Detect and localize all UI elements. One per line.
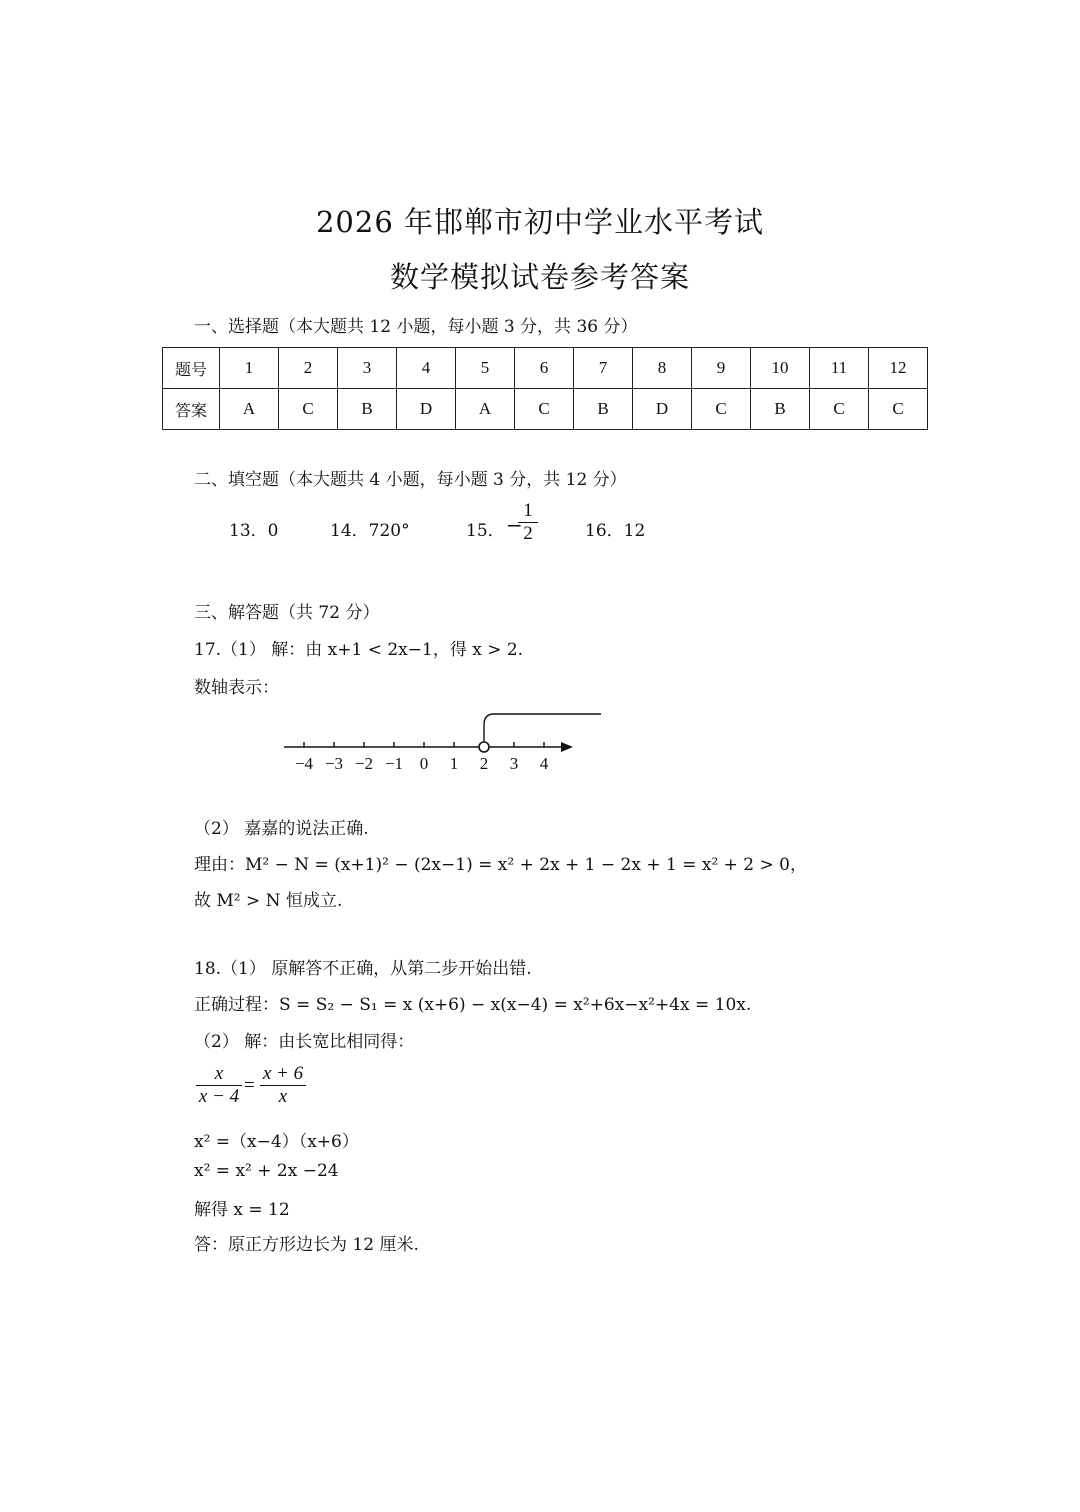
table-cell: B	[338, 389, 397, 430]
answer-15-sign: −	[506, 513, 523, 537]
number-line-tick-label: −4	[294, 754, 314, 773]
table-cell: C	[692, 389, 751, 430]
table-cell: 1	[220, 348, 279, 389]
section3-heading: 三、解答题（共 72 分）	[194, 603, 380, 623]
number-line-tick-label: −1	[384, 754, 404, 773]
number-line-tick-label: −3	[324, 754, 344, 773]
answer-16: 16．12	[585, 521, 646, 541]
page-title: 2026 年邯郸市初中学业水平考试	[315, 205, 765, 239]
page-subtitle: 数学模拟试卷参考答案	[389, 260, 690, 294]
table-cell: 2	[279, 348, 338, 389]
number-line-tick-label: −2	[354, 754, 374, 773]
fraction-denominator: x	[260, 1085, 306, 1108]
row-header-answer: 答案	[163, 389, 220, 430]
fraction-numerator: 1	[523, 500, 533, 521]
table-cell: B	[574, 389, 633, 430]
number-line-tick-label: 3	[509, 754, 519, 773]
number-line-arrow	[561, 742, 573, 752]
table-cell: 11	[810, 348, 869, 389]
number-line	[280, 705, 610, 775]
fraction-numerator: x	[214, 1063, 224, 1084]
q18-process: 正确过程：S = S₂ − S₁ = x (x+6) − x(x−4) = x²+6x−x²+4x = 10x.	[194, 995, 752, 1015]
section1-heading: 一、选择题（本大题共 12 小题，每小题 3 分，共 36 分）	[194, 317, 638, 337]
q17-part1: 17.（1） 解：由 x+1 < 2x−1，得 x > 2.	[194, 640, 524, 660]
solution-ray	[484, 714, 601, 747]
table-cell: D	[633, 389, 692, 430]
number-line-tick-label: 1	[449, 754, 459, 773]
table-cell: A	[220, 389, 279, 430]
table-cell: 5	[456, 348, 515, 389]
answer-13: 13．0	[229, 521, 279, 541]
table-cell: D	[397, 389, 456, 430]
table-cell: C	[515, 389, 574, 430]
row-header-number: 题号	[163, 348, 220, 389]
number-line-tick-label: 2	[479, 754, 489, 773]
fraction-denominator: 2	[518, 522, 538, 545]
q17-numberline-label: 数轴表示：	[194, 678, 279, 698]
q17-part2: （2） 嘉嘉的说法正确.	[194, 819, 369, 839]
table-row-answers	[163, 389, 928, 430]
q18-part2: （2） 解：由长宽比相同得：	[194, 1032, 415, 1052]
equation-left-fraction	[196, 1063, 242, 1108]
table-cell: 6	[515, 348, 574, 389]
section2-heading: 二、填空题（本大题共 4 小题，每小题 3 分，共 12 分）	[194, 470, 627, 490]
table-cell: C	[869, 389, 928, 430]
number-line-tick-label: 4	[539, 754, 549, 773]
table-cell: 8	[633, 348, 692, 389]
table-cell: 3	[338, 348, 397, 389]
final-answer: 答：原正方形边长为 12 厘米.	[194, 1235, 419, 1255]
step-1: x² =（x−4）（x+6）	[194, 1132, 359, 1152]
q18-part1: 18.（1） 原解答不正确，从第二步开始出错.	[194, 959, 532, 979]
q17-conclusion: 故 M² > N 恒成立.	[194, 891, 343, 911]
table-cell: A	[456, 389, 515, 430]
table-cell: 10	[751, 348, 810, 389]
table-cell: 9	[692, 348, 751, 389]
table-cell: C	[810, 389, 869, 430]
choice-answer-table	[162, 347, 928, 430]
table-cell: 12	[869, 348, 928, 389]
table-row-numbers	[163, 348, 928, 389]
step-3: 解得 x = 12	[194, 1200, 290, 1220]
fraction-numerator: x + 6	[262, 1063, 304, 1084]
table-cell: C	[279, 389, 338, 430]
answer-15-label: 15．	[466, 521, 505, 541]
equation-right-fraction	[260, 1063, 306, 1108]
open-circle-marker	[479, 742, 489, 752]
equation-equals: =	[244, 1075, 255, 1096]
answer-15-fraction	[518, 500, 538, 545]
q17-reason: 理由：M² − N = (x+1)² − (2x−1) = x² + 2x + 1 − 2x + 1 = x² + 2 > 0，	[194, 855, 807, 875]
table-cell: B	[751, 389, 810, 430]
table-cell: 4	[397, 348, 456, 389]
step-2: x² = x² + 2x −24	[194, 1161, 339, 1181]
table-cell: 7	[574, 348, 633, 389]
number-line-tick-label: 0	[419, 754, 429, 773]
answer-14: 14．720°	[330, 521, 410, 541]
fraction-denominator: x − 4	[196, 1085, 242, 1108]
